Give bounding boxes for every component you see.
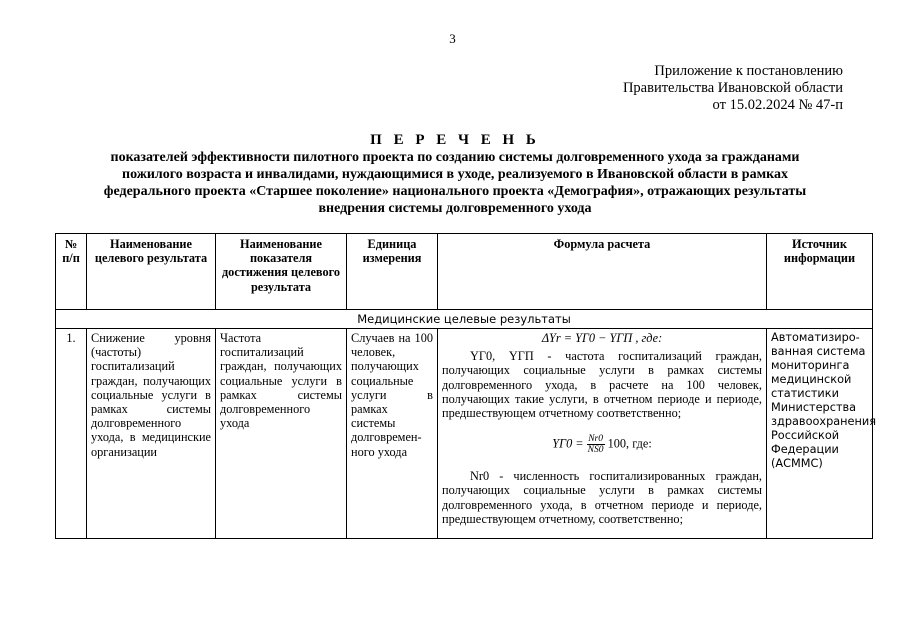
appendix-line-3: от 15.02.2024 № 47-п [712, 97, 843, 113]
row-num: 1. [56, 329, 87, 539]
indicators-table [55, 233, 877, 539]
row-unit: Случаев на 100 человек, получающих социальные услуги в рамках системы долговремен-ного ухода [347, 329, 438, 539]
formula-fraction [587, 434, 605, 455]
formula-paragraph-1: YΓ0, YΓП - частота госпитализаций граждан, получающих социальные услуги в рамках системы долговременного ухода, в расчете на 100 человек, получающих такие услуги, в отчетном периоде и периоде, предшествующем отчетному соответственно; [442, 349, 762, 421]
header-indicator-name: Наименование показателя достижения целевого результата [216, 234, 347, 310]
formula-eq2-lhs: YΓ0 = [552, 436, 584, 451]
header-num: № п/п [56, 234, 87, 310]
heading-line-2: пожилого возраста и инвалидами, нуждающимися в уходе, реализуемого в Ивановской области в рамках [122, 167, 788, 182]
formula-eq2-tail: 100, где: [607, 436, 652, 451]
appendix-block [623, 63, 843, 114]
formula-fraction-numerator: Nr0 [588, 434, 603, 445]
formula-equation-1: ΔYr = YΓ0 − YΓП , где: [541, 331, 663, 345]
header-unit: Единица измерения [347, 234, 438, 310]
heading-line-4: внедрения системы долговременного ухода [318, 201, 592, 216]
formula-equation-2 [442, 434, 762, 455]
table-row [56, 329, 873, 539]
section-title: Медицинские целевые результаты [56, 310, 873, 329]
formula-paragraph-2: Nr0 - численность госпитализированных граждан, получающих социальные услуги в рамках системы долговременного ухода, в отчетном периоде и периоде, предшествующем отчетному, соответственно; [442, 469, 762, 526]
row-indicator: Частота госпитализаций граждан, получающих социальные услуги в рамках системы долговременного ухода [216, 329, 347, 539]
row-target: Снижение уровня (частоты) госпитализаций граждан, получающих социальные услуги в рамках системы долговременного ухода, в медицинские организации [87, 329, 216, 539]
header-source: Источник информации [767, 234, 873, 310]
appendix-line-2: Правительства Ивановской области [622, 80, 843, 96]
header-formula: Формула расчета [438, 234, 767, 310]
heading-line-3: федерального проекта «Старшее поколение» национального проекта «Демография», отражающих результаты [103, 184, 807, 199]
table-header-row [56, 234, 873, 310]
section-row [56, 310, 873, 329]
page-number: 3 [449, 31, 456, 46]
formula-fraction-denominator: NS0 [587, 445, 604, 456]
heading-title: П Е Р Е Ч Е Н Ь [370, 132, 540, 148]
appendix-line-1: Приложение к постановлению [654, 63, 843, 79]
row-source: Автоматизиро-ванная система мониторинга медицинской статистики Министерства здравоохранения Российской Федерации (АСММС) [767, 329, 873, 539]
row-formula [438, 329, 767, 539]
document-heading [60, 131, 850, 217]
heading-line-1: показателей эффективности пилотного проекта по созданию системы долговременного ухода за гражданами [110, 150, 800, 165]
header-target-name: Наименование целевого результата [87, 234, 216, 310]
